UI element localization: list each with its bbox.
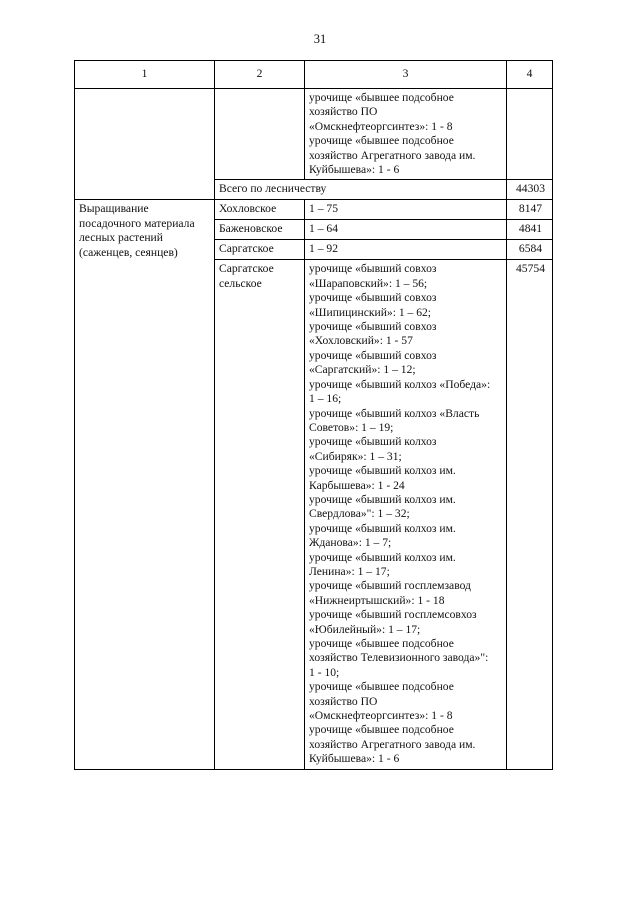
header-cell-3: 3 [305, 61, 507, 89]
forestry-name: Баженовское [215, 220, 305, 240]
header-cell-1: 1 [75, 61, 215, 89]
area-value: 6584 [507, 240, 553, 260]
area-cell-continued [507, 89, 553, 180]
forestry-cell-continued [215, 89, 305, 180]
table-row-continued [75, 89, 553, 180]
activity-cell-continued [75, 89, 215, 200]
forestry-name: Хохловское [215, 200, 305, 220]
forestry-name: Саргатское сельское [215, 260, 305, 769]
forestry-table-wrapper [74, 60, 553, 770]
header-row [75, 61, 553, 89]
area-value: 45754 [507, 260, 553, 769]
activity-cell: Выращивание посадочного материала лесных растений (саженцев, сеянцев) [75, 200, 215, 769]
header-cell-4: 4 [507, 61, 553, 89]
quarters-list: 1 – 92 [305, 240, 507, 260]
quarters-list: 1 – 75 [305, 200, 507, 220]
area-value: 4841 [507, 220, 553, 240]
area-value: 8147 [507, 200, 553, 220]
quarters-list: 1 – 64 [305, 220, 507, 240]
total-value: 44303 [507, 180, 553, 200]
quarters-list: урочище «бывший совхоз «Шараповский»: 1 – 56; урочище «бывший совхоз «Шипицинский»: 1 – 62; урочище «бывший совхоз «Хохловский»: 1 - 57 урочище «бывший совхоз «Саргатский»: 1 – 12; урочище «бывший колхоз «Победа»: 1 – 16; урочище «бывший колхоз «Власть Советов»: 1 – 19; урочище «бывший колхоз «Сибиряк»: 1 – 31; урочище «бывший колхоз им. Карбышева»: 1 - 24 урочище «бывший колхоз им. Свердлова»": 1 – 32; урочище «бывший колхоз им. Жданова»: 1 – 7; урочище «бывший колхоз им. Ленина»: 1 – 17; урочище «бывший госплемзавод «Нижнеиртышский»: 1 - 18 урочище «бывший госплемсовхоз «Юбилейный»: 1 – 17; урочище «бывшее подсобное хозяйство Телевизионного завода»": 1 - 10; урочище «бывшее подсобное хозяйство ПО «Омскнефтеоргсинтез»: 1 - 8 урочище «бывшее подсобное хозяйство Агрегатного завода им. Куйбышева»: 1 - 6 [305, 260, 507, 769]
total-label: Всего по лесничеству [215, 180, 507, 200]
forestry-table [74, 60, 553, 770]
forestry-name: Саргатское [215, 240, 305, 260]
quarters-cell-continued: урочище «бывшее подсобное хозяйство ПО «Омскнефтеоргсинтез»: 1 - 8 урочище «бывшее подсобное хозяйство Агрегатного завода им. Куйбышева»: 1 - 6 [305, 89, 507, 180]
table-row [75, 200, 553, 220]
page-number: 31 [313, 32, 327, 46]
header-cell-2: 2 [215, 61, 305, 89]
